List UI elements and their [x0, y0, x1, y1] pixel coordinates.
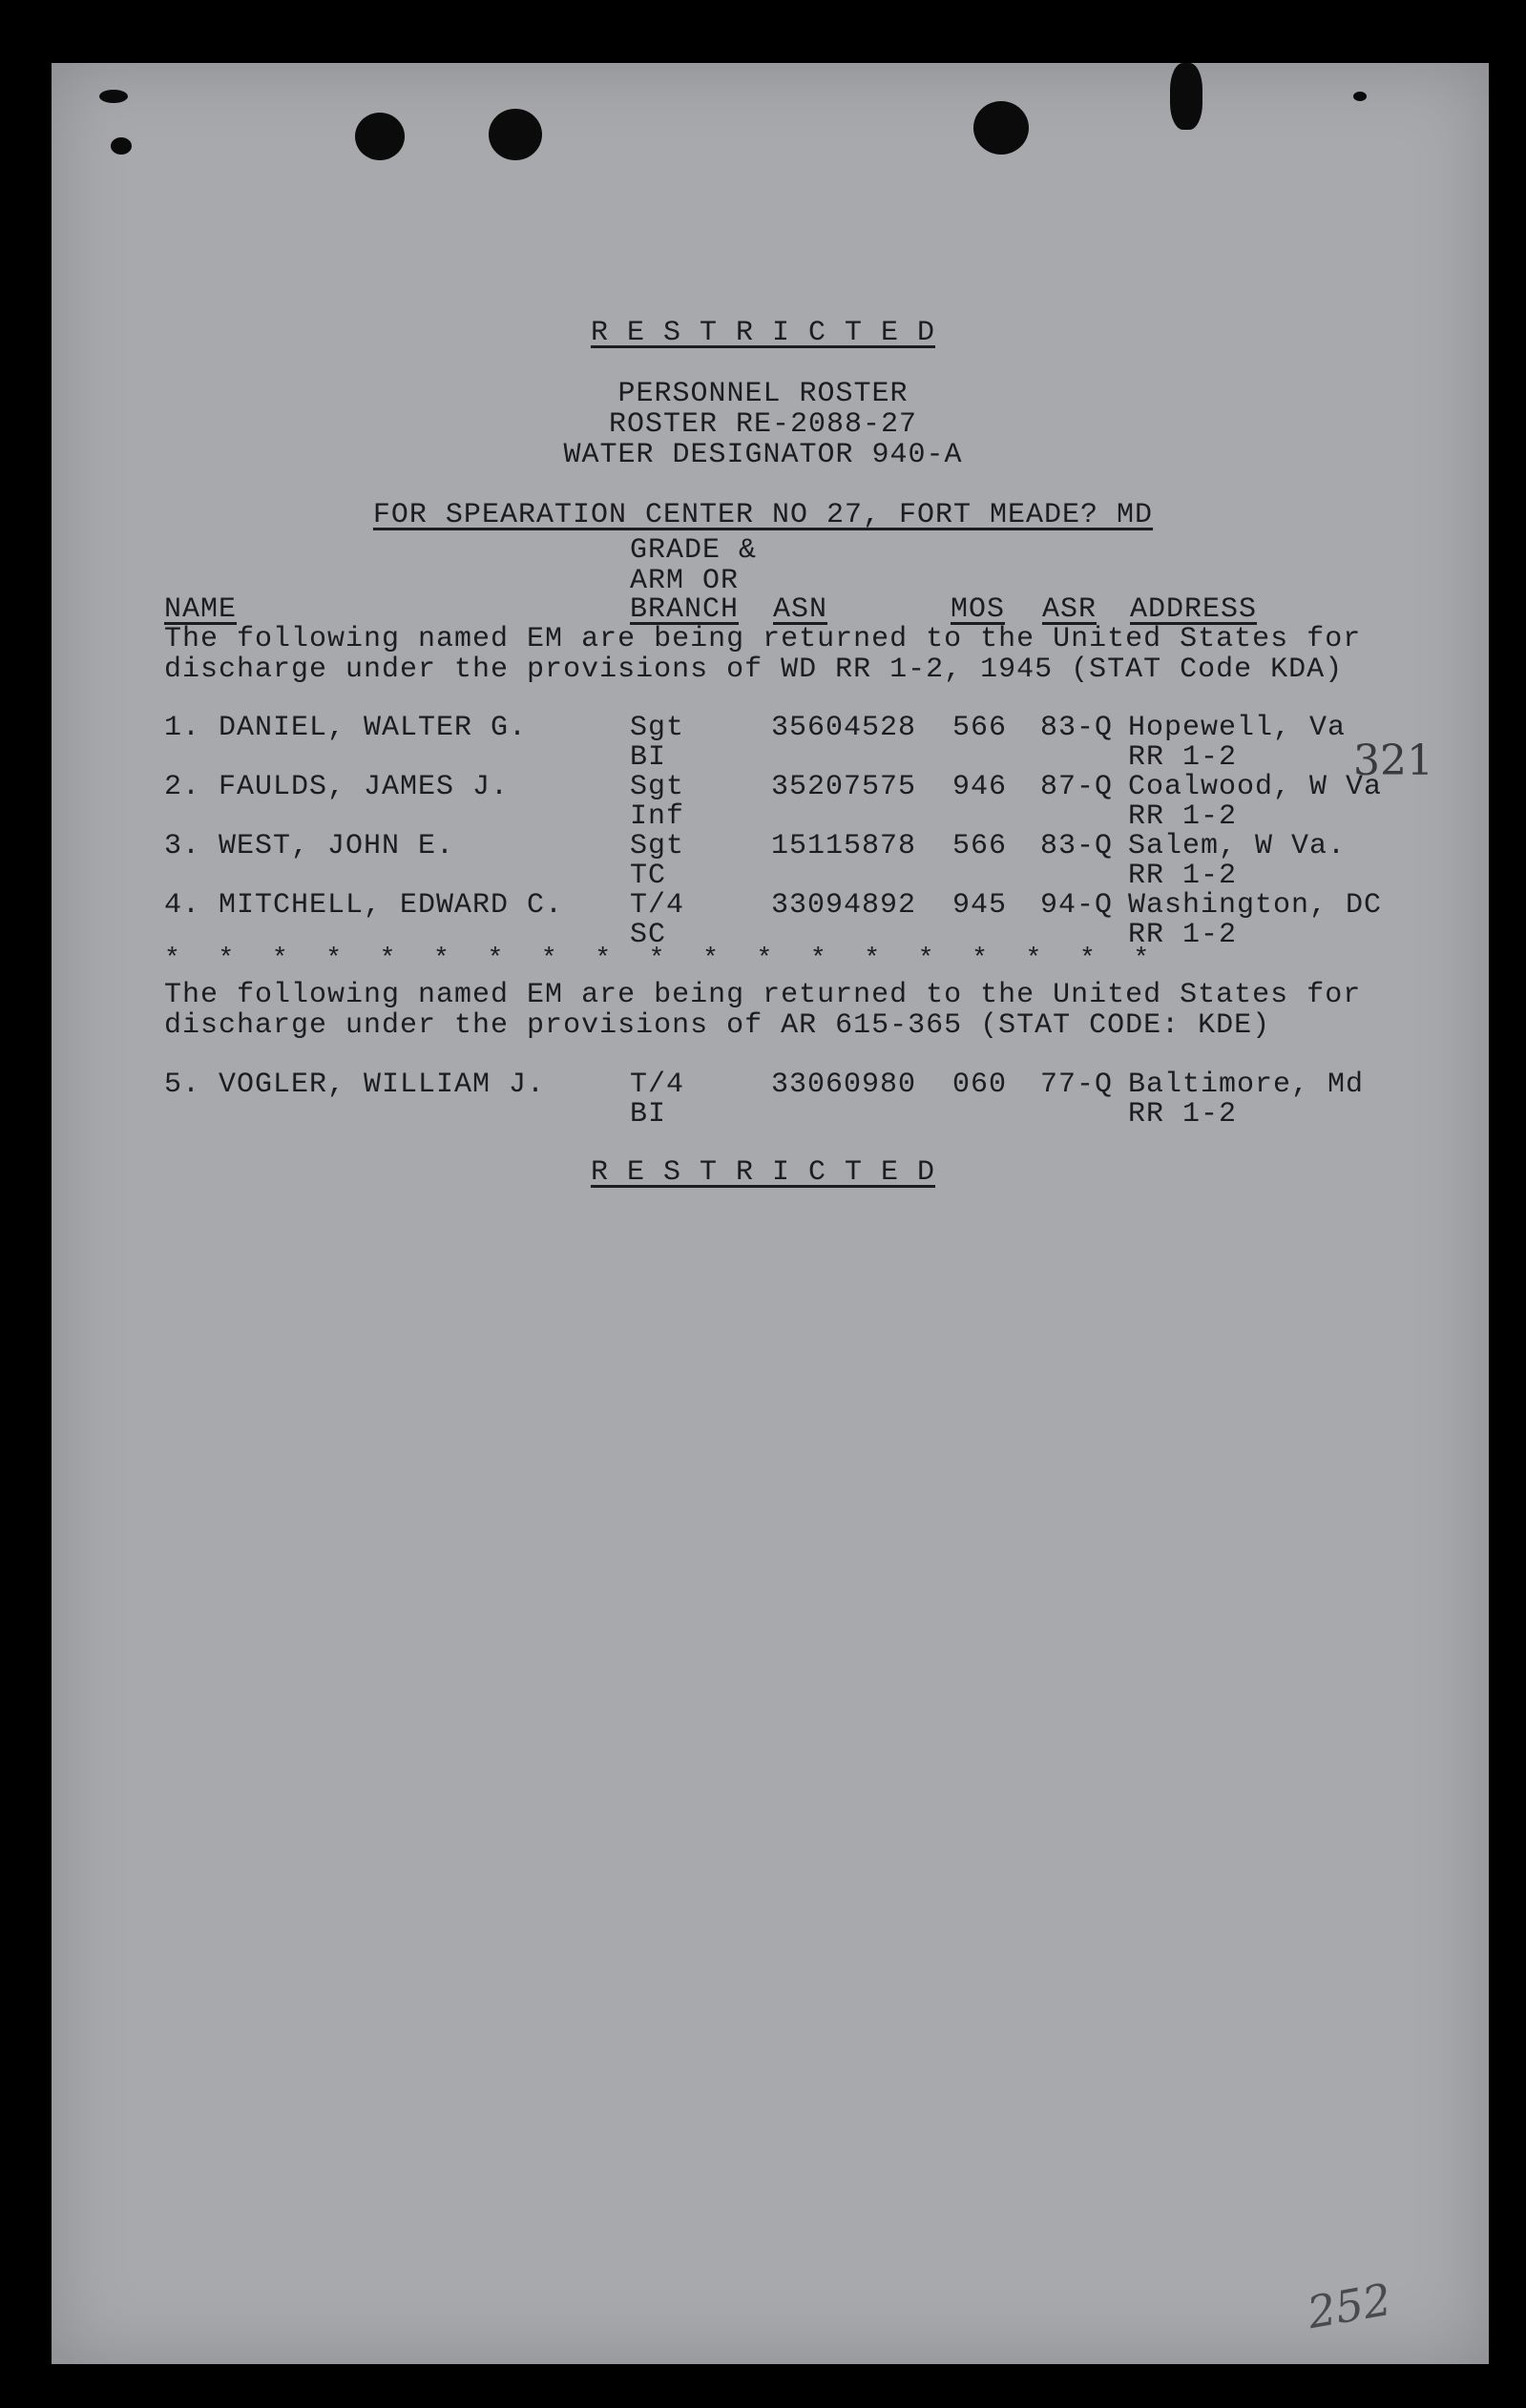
- grade-header-line1: GRADE &: [630, 534, 758, 567]
- entry-name: 4. MITCHELL, EDWARD C.: [164, 889, 564, 922]
- ink-blot: [1353, 92, 1367, 101]
- entry-grade: T/4: [630, 889, 685, 922]
- entry-note: RR 1-2: [1128, 919, 1238, 951]
- entry-mos: 946: [952, 771, 1008, 803]
- ink-blot: [111, 137, 132, 155]
- group2-intro-line1: The following named EM are being returned to the United States for: [164, 979, 1362, 1011]
- entry-name: 2. FAULDS, JAMES J.: [164, 771, 510, 803]
- entry-branch: Inf: [630, 800, 685, 833]
- punch-hole: [973, 101, 1029, 155]
- entry-address: Baltimore, Md: [1128, 1069, 1365, 1101]
- address-column-header: ADDRESS: [1130, 593, 1258, 626]
- entry-asn: 33094892: [771, 889, 917, 922]
- entry-address: Hopewell, Va: [1128, 712, 1347, 744]
- group1-intro-line2: discharge under the provisions of WD RR 1-2, 1945 (STAT Code KDA): [164, 654, 1344, 686]
- entry-name: 1. DANIEL, WALTER G.: [164, 712, 528, 744]
- handwritten-mark: 252: [1303, 2273, 1395, 2339]
- entry-branch: SC: [630, 919, 667, 951]
- entry-asn: 35207575: [771, 771, 917, 803]
- entry-grade: T/4: [630, 1069, 685, 1101]
- punch-hole: [489, 109, 542, 160]
- entry-asr: 87-Q: [1040, 771, 1114, 803]
- entry-asn: 33060980: [771, 1069, 917, 1101]
- entry-mos: 060: [952, 1069, 1008, 1101]
- entry-asn: 15115878: [771, 830, 917, 862]
- entry-grade: Sgt: [630, 712, 685, 744]
- entry-branch: BI: [630, 741, 667, 774]
- entry-asr: 83-Q: [1040, 712, 1114, 744]
- destination-line: FOR SPEARATION CENTER NO 27, FORT MEADE? MD: [372, 499, 1154, 531]
- entry-name: 5. VOGLER, WILLIAM J.: [164, 1069, 546, 1101]
- ink-blot: [99, 90, 128, 103]
- entry-asr: 77-Q: [1040, 1069, 1114, 1101]
- entry-name: 3. WEST, JOHN E.: [164, 830, 455, 862]
- entry-mos: 566: [952, 712, 1008, 744]
- entry-branch: BI: [630, 1098, 667, 1131]
- entry-grade: Sgt: [630, 830, 685, 862]
- handwritten-page-number: 321: [1353, 737, 1433, 785]
- grade-header-line2: ARM OR: [630, 565, 740, 597]
- punch-hole: [1170, 63, 1202, 130]
- roster-title: PERSONNEL ROSTER: [617, 378, 909, 410]
- asr-column-header: ASR: [1042, 593, 1097, 626]
- entry-asn: 35604528: [771, 712, 917, 744]
- entry-grade: Sgt: [630, 771, 685, 803]
- punch-hole: [355, 113, 405, 160]
- mos-column-header: MOS: [951, 593, 1006, 626]
- entry-mos: 945: [952, 889, 1008, 922]
- group2-intro-line2: discharge under the provisions of AR 615-365 (STAT CODE: KDE): [164, 1009, 1271, 1042]
- entry-address: Washington, DC: [1128, 889, 1383, 922]
- group1-intro-line1: The following named EM are being returned to the United States for: [164, 623, 1362, 655]
- name-column-header: NAME: [164, 593, 238, 626]
- entry-asr: 94-Q: [1040, 889, 1114, 922]
- classification-footer: R E S T R I C T E D: [590, 1156, 936, 1189]
- entry-asr: 83-Q: [1040, 830, 1114, 862]
- entry-note: RR 1-2: [1128, 860, 1238, 892]
- asn-column-header: ASN: [773, 593, 828, 626]
- entry-note: RR 1-2: [1128, 741, 1238, 774]
- classification-header: R E S T R I C T E D: [590, 317, 936, 349]
- grade-header-line3: BRANCH: [630, 593, 740, 626]
- entry-mos: 566: [952, 830, 1008, 862]
- roster-number: ROSTER RE-2088-27: [608, 408, 918, 441]
- separator-asterisks: * * * * * * * * * * * * * * * * * * *: [164, 945, 1152, 974]
- entry-note: RR 1-2: [1128, 800, 1238, 833]
- entry-address: Salem, W Va.: [1128, 830, 1347, 862]
- water-designator: WATER DESIGNATOR 940-A: [563, 439, 963, 471]
- entry-address: Coalwood, W Va: [1128, 771, 1383, 803]
- entry-branch: TC: [630, 860, 667, 892]
- entry-note: RR 1-2: [1128, 1098, 1238, 1131]
